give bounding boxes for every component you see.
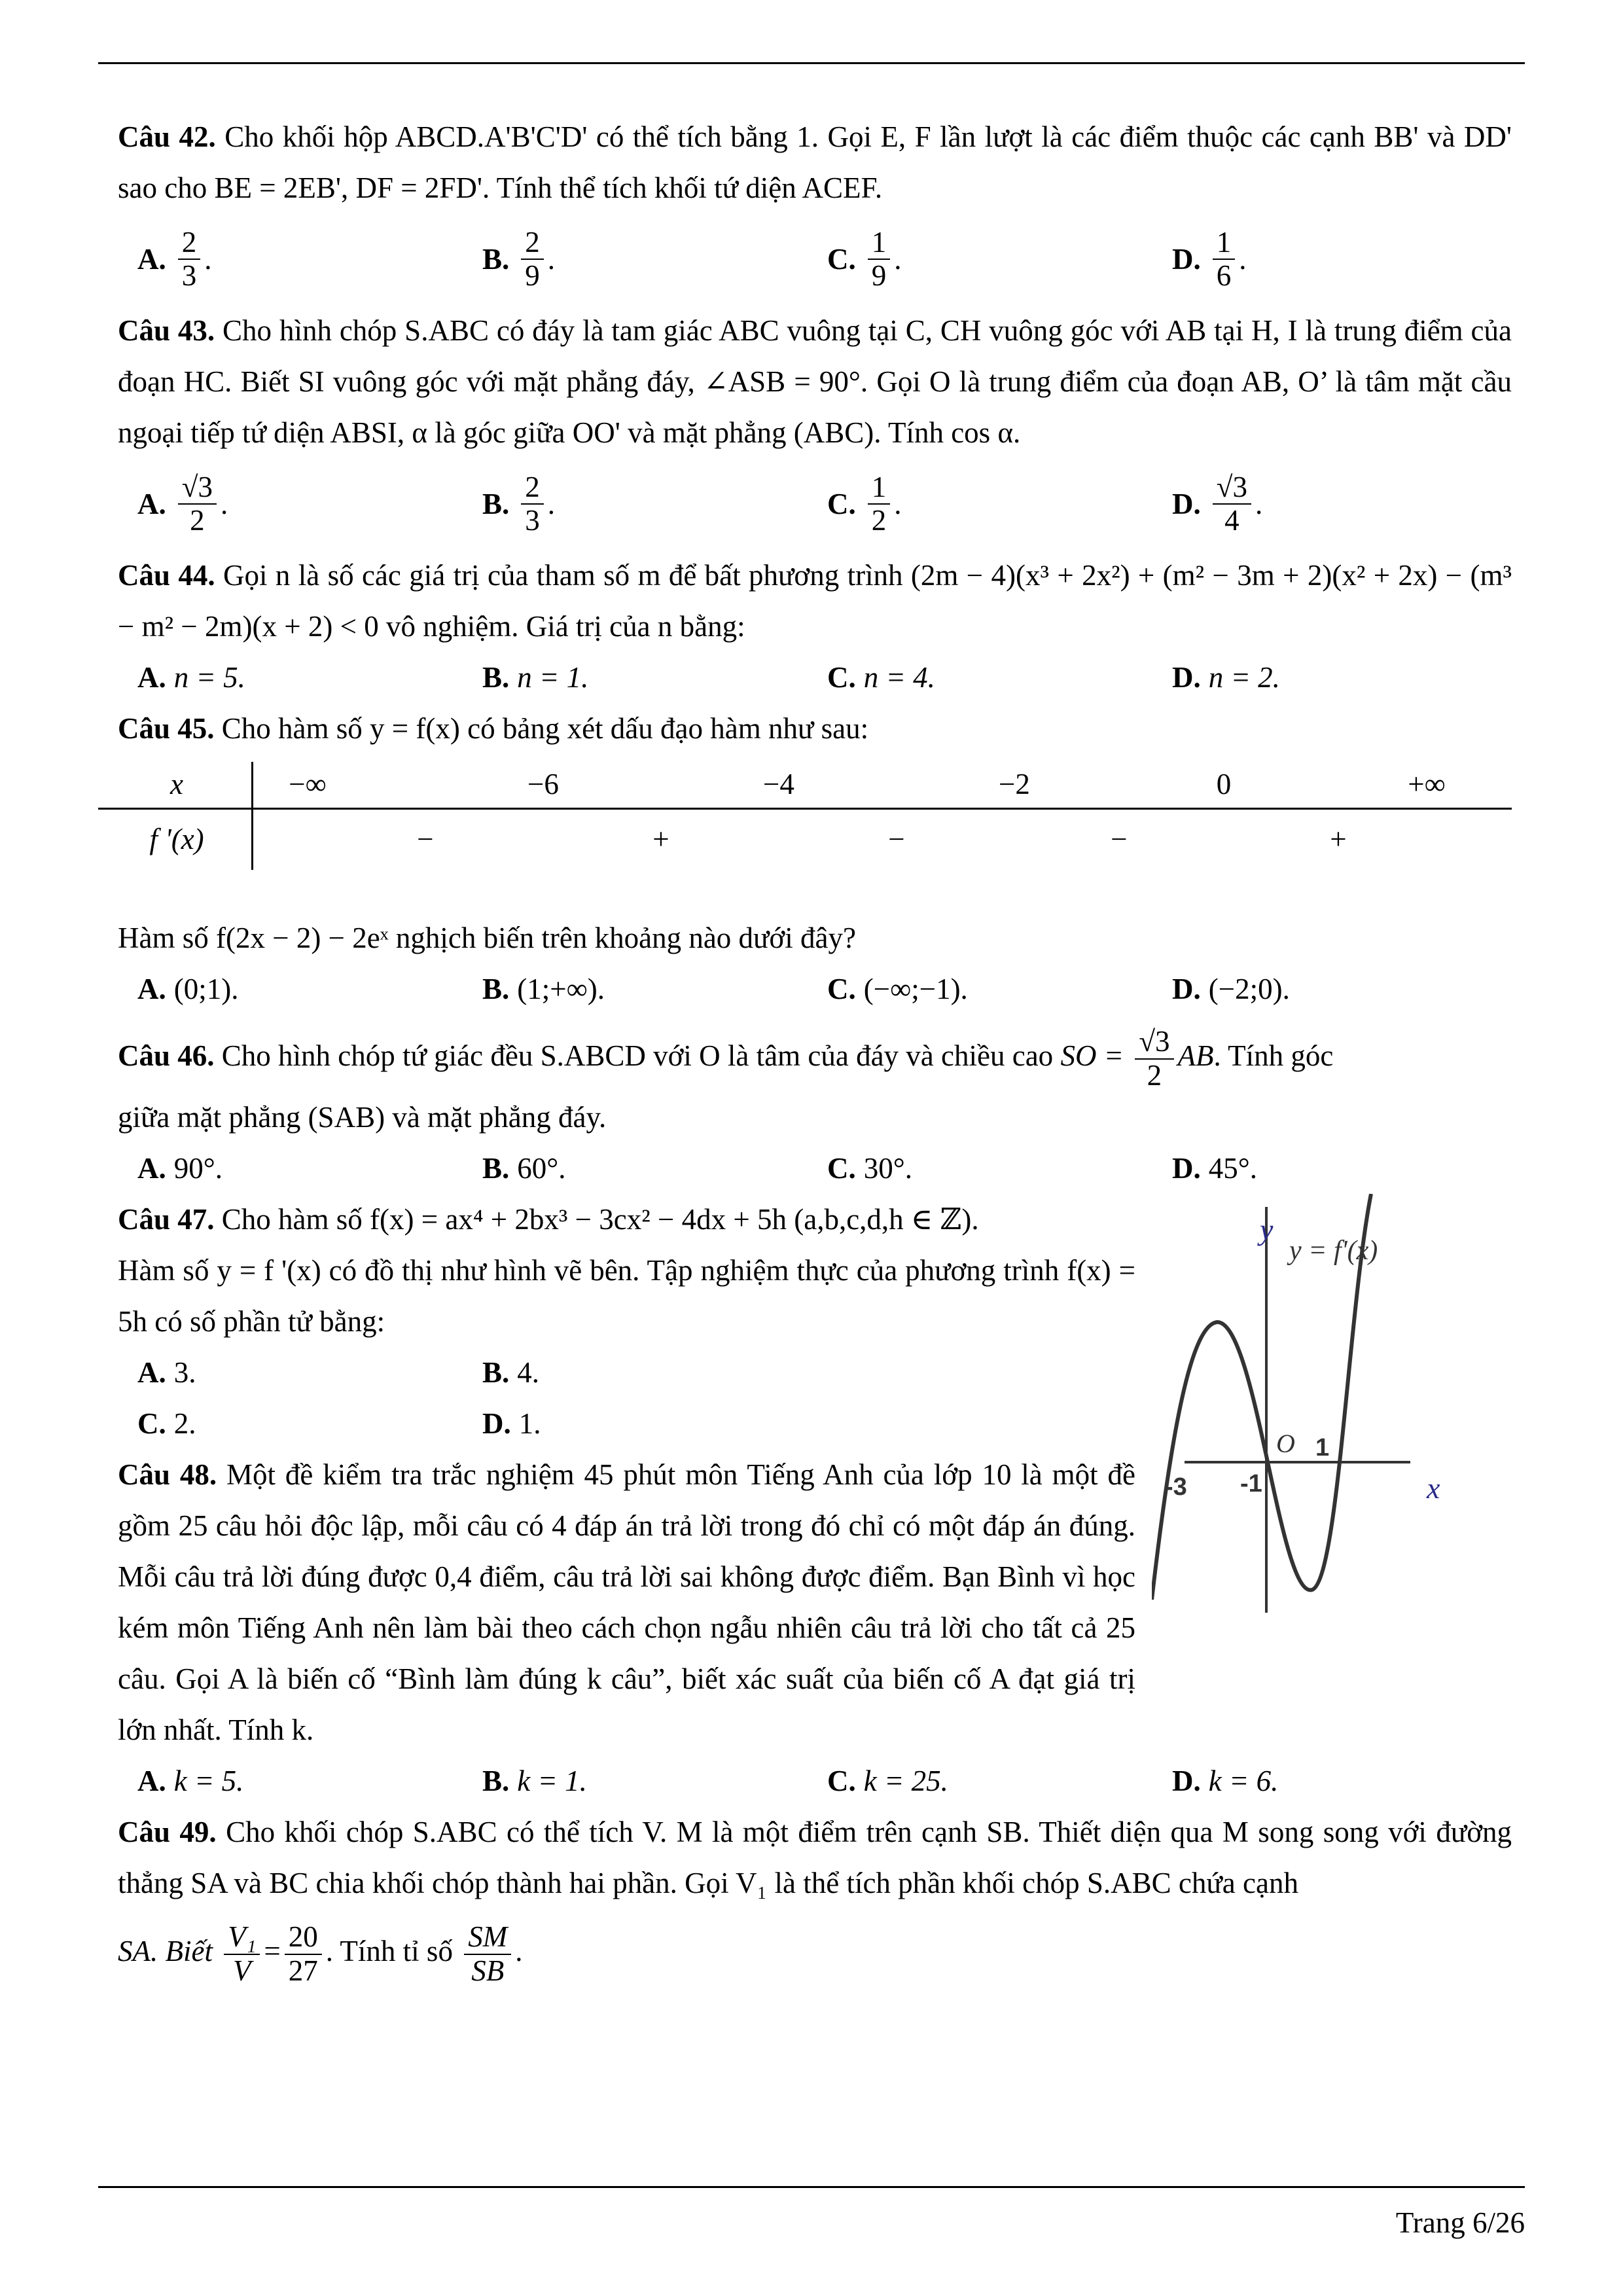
fraction	[1213, 226, 1236, 293]
option-label: D.	[482, 1407, 511, 1441]
options-44	[118, 652, 1512, 703]
option-label: B.	[482, 1356, 510, 1390]
question-text: Gọi n là số các giá trị của tham số m để bất phương trình (2m − 4)(x³ + 2x²) + (m² − 3m + 2)(x² + 2x) − (m³ − m² − 2m)(x + 2) < 0 vô nghiệm. Giá trị của n bằng:	[118, 559, 1512, 643]
question-label: Câu 48.	[118, 1458, 217, 1492]
row-label-derivative: f '(x)	[149, 823, 204, 855]
fraction	[521, 226, 544, 293]
numerator: SM	[464, 1921, 511, 1955]
option-label: B.	[482, 973, 510, 1005]
question-label: Câu 46.	[118, 1039, 215, 1072]
sign-value: −	[417, 823, 434, 855]
question-label: Câu 44.	[118, 559, 215, 592]
options-48	[118, 1755, 1512, 1806]
options-42	[118, 213, 1512, 305]
question-text: Cho hàm số y = f(x) có bảng xét dấu đạo hàm như sau:	[221, 712, 869, 745]
row-label-x: x	[170, 768, 183, 800]
option-label: A.	[137, 973, 166, 1005]
option-text: k = 5.	[173, 1765, 244, 1798]
option-text: 45°.	[1208, 1152, 1257, 1185]
option-text: n = 1.	[517, 661, 589, 694]
question-49	[118, 1806, 1512, 1909]
option-b[interactable]: B. $\frac{2}{3}$ .	[482, 470, 556, 537]
option-label: B.	[482, 1152, 510, 1185]
options-45	[118, 963, 1512, 1014]
numerator: V₁	[224, 1921, 260, 1955]
question-label: Câu 42.	[118, 120, 216, 153]
option-d[interactable]	[463, 1407, 808, 1441]
numerator: 2	[521, 471, 544, 505]
option-text: n = 4.	[863, 661, 935, 694]
fraction	[521, 471, 544, 537]
curve-label: y = f'(x)	[1289, 1236, 1378, 1266]
option-text: (0;1).	[173, 973, 239, 1005]
option-label: B.	[482, 243, 510, 276]
option-a[interactable]	[118, 1151, 463, 1185]
y-axis-label: y	[1260, 1213, 1274, 1247]
option-label: C.	[827, 661, 856, 694]
option-label: C.	[827, 243, 856, 276]
option-c[interactable]	[808, 660, 1152, 694]
denominator: 3	[525, 504, 540, 537]
option-label: A.	[137, 1765, 166, 1798]
option-label: A.	[137, 1152, 166, 1185]
question-text: Cho hàm số f(x) = ax⁴ + 2bx³ − 3cx² − 4dx + 5h (a,b,c,d,h ∈ ℤ).	[221, 1203, 979, 1236]
question-44	[118, 550, 1512, 652]
question-label: Câu 49.	[118, 1816, 217, 1849]
options-43	[118, 458, 1512, 550]
derivative-graph	[1152, 1194, 1512, 1619]
denominator: 3	[181, 259, 197, 292]
tick-label-minus-1: -1	[1240, 1470, 1262, 1498]
question-48	[118, 1449, 1135, 1755]
x-value: −2	[999, 768, 1030, 800]
x-value: +∞	[1408, 768, 1446, 800]
question-45	[118, 703, 1512, 754]
denominator: 4	[1224, 504, 1240, 537]
top-rule	[98, 62, 1525, 64]
option-d[interactable]	[1152, 660, 1497, 694]
option-b[interactable]: B. $\frac{2}{9}$ .	[482, 225, 556, 292]
option-a[interactable]: A. $\frac{√3}{2}$ .	[137, 470, 228, 537]
fraction	[285, 1921, 322, 1987]
option-a[interactable]: A. $\frac{2}{3}$ .	[137, 225, 212, 292]
option-d[interactable]: D. $\frac{1}{6}$ .	[1172, 225, 1247, 292]
numerator: √3	[1213, 471, 1251, 505]
option-text: 2.	[173, 1407, 196, 1441]
denominator: 27	[288, 1954, 318, 1987]
option-label: D.	[1172, 243, 1201, 276]
formula-rhs: AB	[1177, 1039, 1214, 1072]
question-text-cont: . Tính góc	[1213, 1039, 1334, 1072]
options-46	[118, 1143, 1512, 1194]
q47-q48-block	[118, 1194, 1512, 1755]
sign-value: −	[1111, 823, 1128, 855]
question-46	[118, 1020, 1512, 1092]
x-value: −∞	[289, 768, 327, 800]
option-d[interactable]	[1152, 1151, 1497, 1185]
question-text: Cho hình chóp tứ giác đều S.ABCD với O là tâm của đáy và chiều cao	[221, 1039, 1054, 1072]
denominator: 9	[871, 259, 887, 292]
option-label: C.	[827, 1765, 856, 1798]
option-d[interactable]	[1152, 1764, 1497, 1798]
option-d[interactable]	[1152, 972, 1497, 1006]
denominator: 2	[190, 504, 205, 537]
denominator: 9	[525, 259, 540, 292]
x-value: 0	[1216, 768, 1232, 800]
denominator: SB	[471, 1954, 505, 1987]
numerator: 2	[521, 226, 544, 260]
numerator: 1	[868, 226, 891, 260]
option-label: A.	[137, 243, 166, 276]
question-text: giữa mặt phẳng (SAB) và mặt phẳng đáy.	[118, 1101, 607, 1134]
option-d[interactable]: D. $\frac{√3}{4}$ .	[1172, 470, 1263, 537]
option-text: 90°.	[173, 1152, 223, 1185]
x-value: −4	[763, 768, 794, 800]
fraction	[464, 1921, 511, 1987]
option-c[interactable]	[808, 1764, 1152, 1798]
fraction	[868, 226, 891, 293]
option-label: A.	[137, 1356, 166, 1390]
option-label: C.	[827, 488, 856, 520]
option-label: D.	[1172, 1152, 1201, 1185]
sign-value: +	[1330, 823, 1347, 855]
question-49-line2	[118, 1909, 1512, 1994]
option-text: (1;+∞).	[517, 973, 605, 1005]
equals-sign: =	[264, 1935, 281, 1968]
option-b[interactable]	[463, 1151, 808, 1185]
option-b[interactable]	[463, 1355, 808, 1390]
question-text: Hàm số f(2x − 2) − 2eˣ nghịch biến trên khoảng nào dưới đây?	[118, 922, 856, 954]
bottom-rule	[98, 2186, 1525, 2188]
options-47-row2	[118, 1398, 1135, 1449]
option-text: 3.	[173, 1356, 196, 1390]
x-axis-label: x	[1427, 1471, 1440, 1505]
option-label: D.	[1172, 661, 1201, 694]
question-42	[118, 111, 1512, 213]
sign-table	[118, 762, 1512, 873]
option-c[interactable]	[808, 1151, 1152, 1185]
question-label: Câu 43.	[118, 314, 215, 347]
option-label: B.	[482, 488, 510, 520]
option-a[interactable]	[118, 1764, 463, 1798]
fraction	[1135, 1026, 1173, 1092]
question-47	[118, 1194, 1135, 1245]
option-text: k = 25.	[863, 1765, 948, 1798]
fraction	[224, 1921, 260, 1987]
option-label: C.	[137, 1407, 166, 1441]
question-45-prompt	[118, 912, 1512, 963]
question-text: Cho khối chóp S.ABC có thể tích V. M là một điểm trên cạnh SB. Thiết diện qua M song song với đường thẳng SA và BC chia khối chóp thành hai phần. Gọi V₁ là thể tích phần khối chóp S.ABC chứa cạnh	[118, 1816, 1512, 1900]
option-label: A.	[137, 661, 166, 694]
option-b[interactable]	[463, 972, 808, 1006]
option-text: k = 1.	[517, 1765, 587, 1798]
option-label: D.	[1172, 1765, 1201, 1798]
numerator: √3	[178, 471, 217, 505]
option-b[interactable]	[463, 660, 808, 694]
option-text: n = 2.	[1208, 661, 1280, 694]
option-label: C.	[827, 973, 856, 1005]
option-label: B.	[482, 661, 510, 694]
denominator: 6	[1216, 259, 1232, 292]
question-label: Câu 47.	[118, 1203, 215, 1236]
tick-label-1: 1	[1315, 1434, 1330, 1462]
fraction	[868, 471, 891, 537]
page-content	[118, 111, 1512, 1994]
options-47-row1	[118, 1347, 1135, 1398]
option-label: D.	[1172, 973, 1201, 1005]
option-text: 60°.	[517, 1152, 566, 1185]
option-text: 1.	[518, 1407, 541, 1441]
denominator: V	[233, 1954, 251, 1987]
option-label: B.	[482, 1765, 510, 1798]
option-text: (−2;0).	[1208, 973, 1290, 1005]
question-47-line2	[118, 1245, 1135, 1347]
fraction	[178, 471, 217, 537]
sign-value: +	[652, 823, 669, 855]
option-text: 4.	[517, 1356, 540, 1390]
q47-text-column	[118, 1194, 1135, 1755]
fraction	[178, 226, 201, 293]
option-a[interactable]	[118, 972, 463, 1006]
numerator: 1	[1213, 226, 1236, 260]
option-c[interactable]	[808, 972, 1152, 1006]
x-value: −6	[527, 768, 559, 800]
question-text-cont: . Tính tỉ số	[325, 1935, 453, 1968]
question-text: Một đề kiểm tra trắc nghiệm 45 phút môn Tiếng Anh của lớp 10 là một đề gồm 25 câu hỏi độc lập, mỗi câu có 4 đáp án trả lời trong đó chỉ có một đáp án đúng. Mỗi câu trả lời đúng được 0,4 điểm, câu trả lời sai không được điểm. Bạn Bình vì học kém môn Tiếng Anh nên làm bài theo cách chọn ngẫu nhiên câu trả lời cho tất cả 25 câu. Gọi A là biến cố “Bình làm đúng k câu”, biết xác suất của biến cố A đạt giá trị lớn nhất. Tính k.	[118, 1458, 1135, 1747]
tick-label-minus-3: -3	[1165, 1473, 1187, 1501]
origin-label: O	[1276, 1429, 1295, 1459]
page-number: Trang 6/26	[1395, 2206, 1525, 2239]
fraction	[1213, 471, 1251, 537]
option-label: D.	[1172, 488, 1201, 520]
option-c[interactable]	[118, 1407, 463, 1441]
option-b[interactable]	[463, 1764, 808, 1798]
numerator: 20	[285, 1921, 322, 1955]
question-label: Câu 45.	[118, 712, 215, 745]
sign-value: −	[888, 823, 905, 855]
denominator: 2	[1147, 1058, 1162, 1092]
table-column-divider	[251, 762, 253, 870]
period: .	[515, 1935, 523, 1968]
numerator: √3	[1135, 1026, 1173, 1060]
table-divider	[98, 808, 1512, 810]
question-43	[118, 305, 1512, 458]
option-text: 30°.	[863, 1152, 912, 1185]
denominator: 2	[871, 504, 887, 537]
question-text: Cho khối hộp ABCD.A'B'C'D' có thể tích bằng 1. Gọi E, F lần lượt là các điểm thuộc các cạnh BB' và DD' sao cho BE = 2EB', DF = 2FD'. Tính thể tích khối tứ diện ACEF.	[118, 120, 1512, 204]
option-text: k = 6.	[1208, 1765, 1279, 1798]
option-c[interactable]: C. $\frac{1}{2}$ .	[827, 470, 902, 537]
option-c[interactable]: C. $\frac{1}{9}$ .	[827, 225, 902, 292]
question-text: Hàm số y = f '(x) có đồ thị như hình vẽ bên. Tập nghiệm thực của phương trình f(x) = 5h có số phần tử bằng:	[118, 1254, 1135, 1338]
option-a[interactable]	[118, 1355, 463, 1390]
option-text: (−∞;−1).	[863, 973, 968, 1005]
option-text: n = 5.	[173, 661, 245, 694]
question-46-line2	[118, 1092, 1512, 1143]
option-label: A.	[137, 488, 166, 520]
option-label: C.	[827, 1152, 856, 1185]
formula-lhs: SO =	[1060, 1039, 1124, 1072]
question-text: Cho hình chóp S.ABC có đáy là tam giác ABC vuông tại C, CH vuông góc với AB tại H, I là trung điểm của đoạn HC. Biết SI vuông góc với mặt phẳng đáy, ∠ASB = 90°. Gọi O là trung điểm của đoạn AB, O’ là tâm mặt cầu ngoại tiếp tứ diện ABSI, α là góc giữa OO' và mặt phẳng (ABC). Tính cos α.	[118, 314, 1512, 449]
numerator: 1	[868, 471, 891, 505]
numerator: 2	[178, 226, 201, 260]
option-a[interactable]	[118, 660, 463, 694]
question-text: SA. Biết	[118, 1935, 213, 1968]
